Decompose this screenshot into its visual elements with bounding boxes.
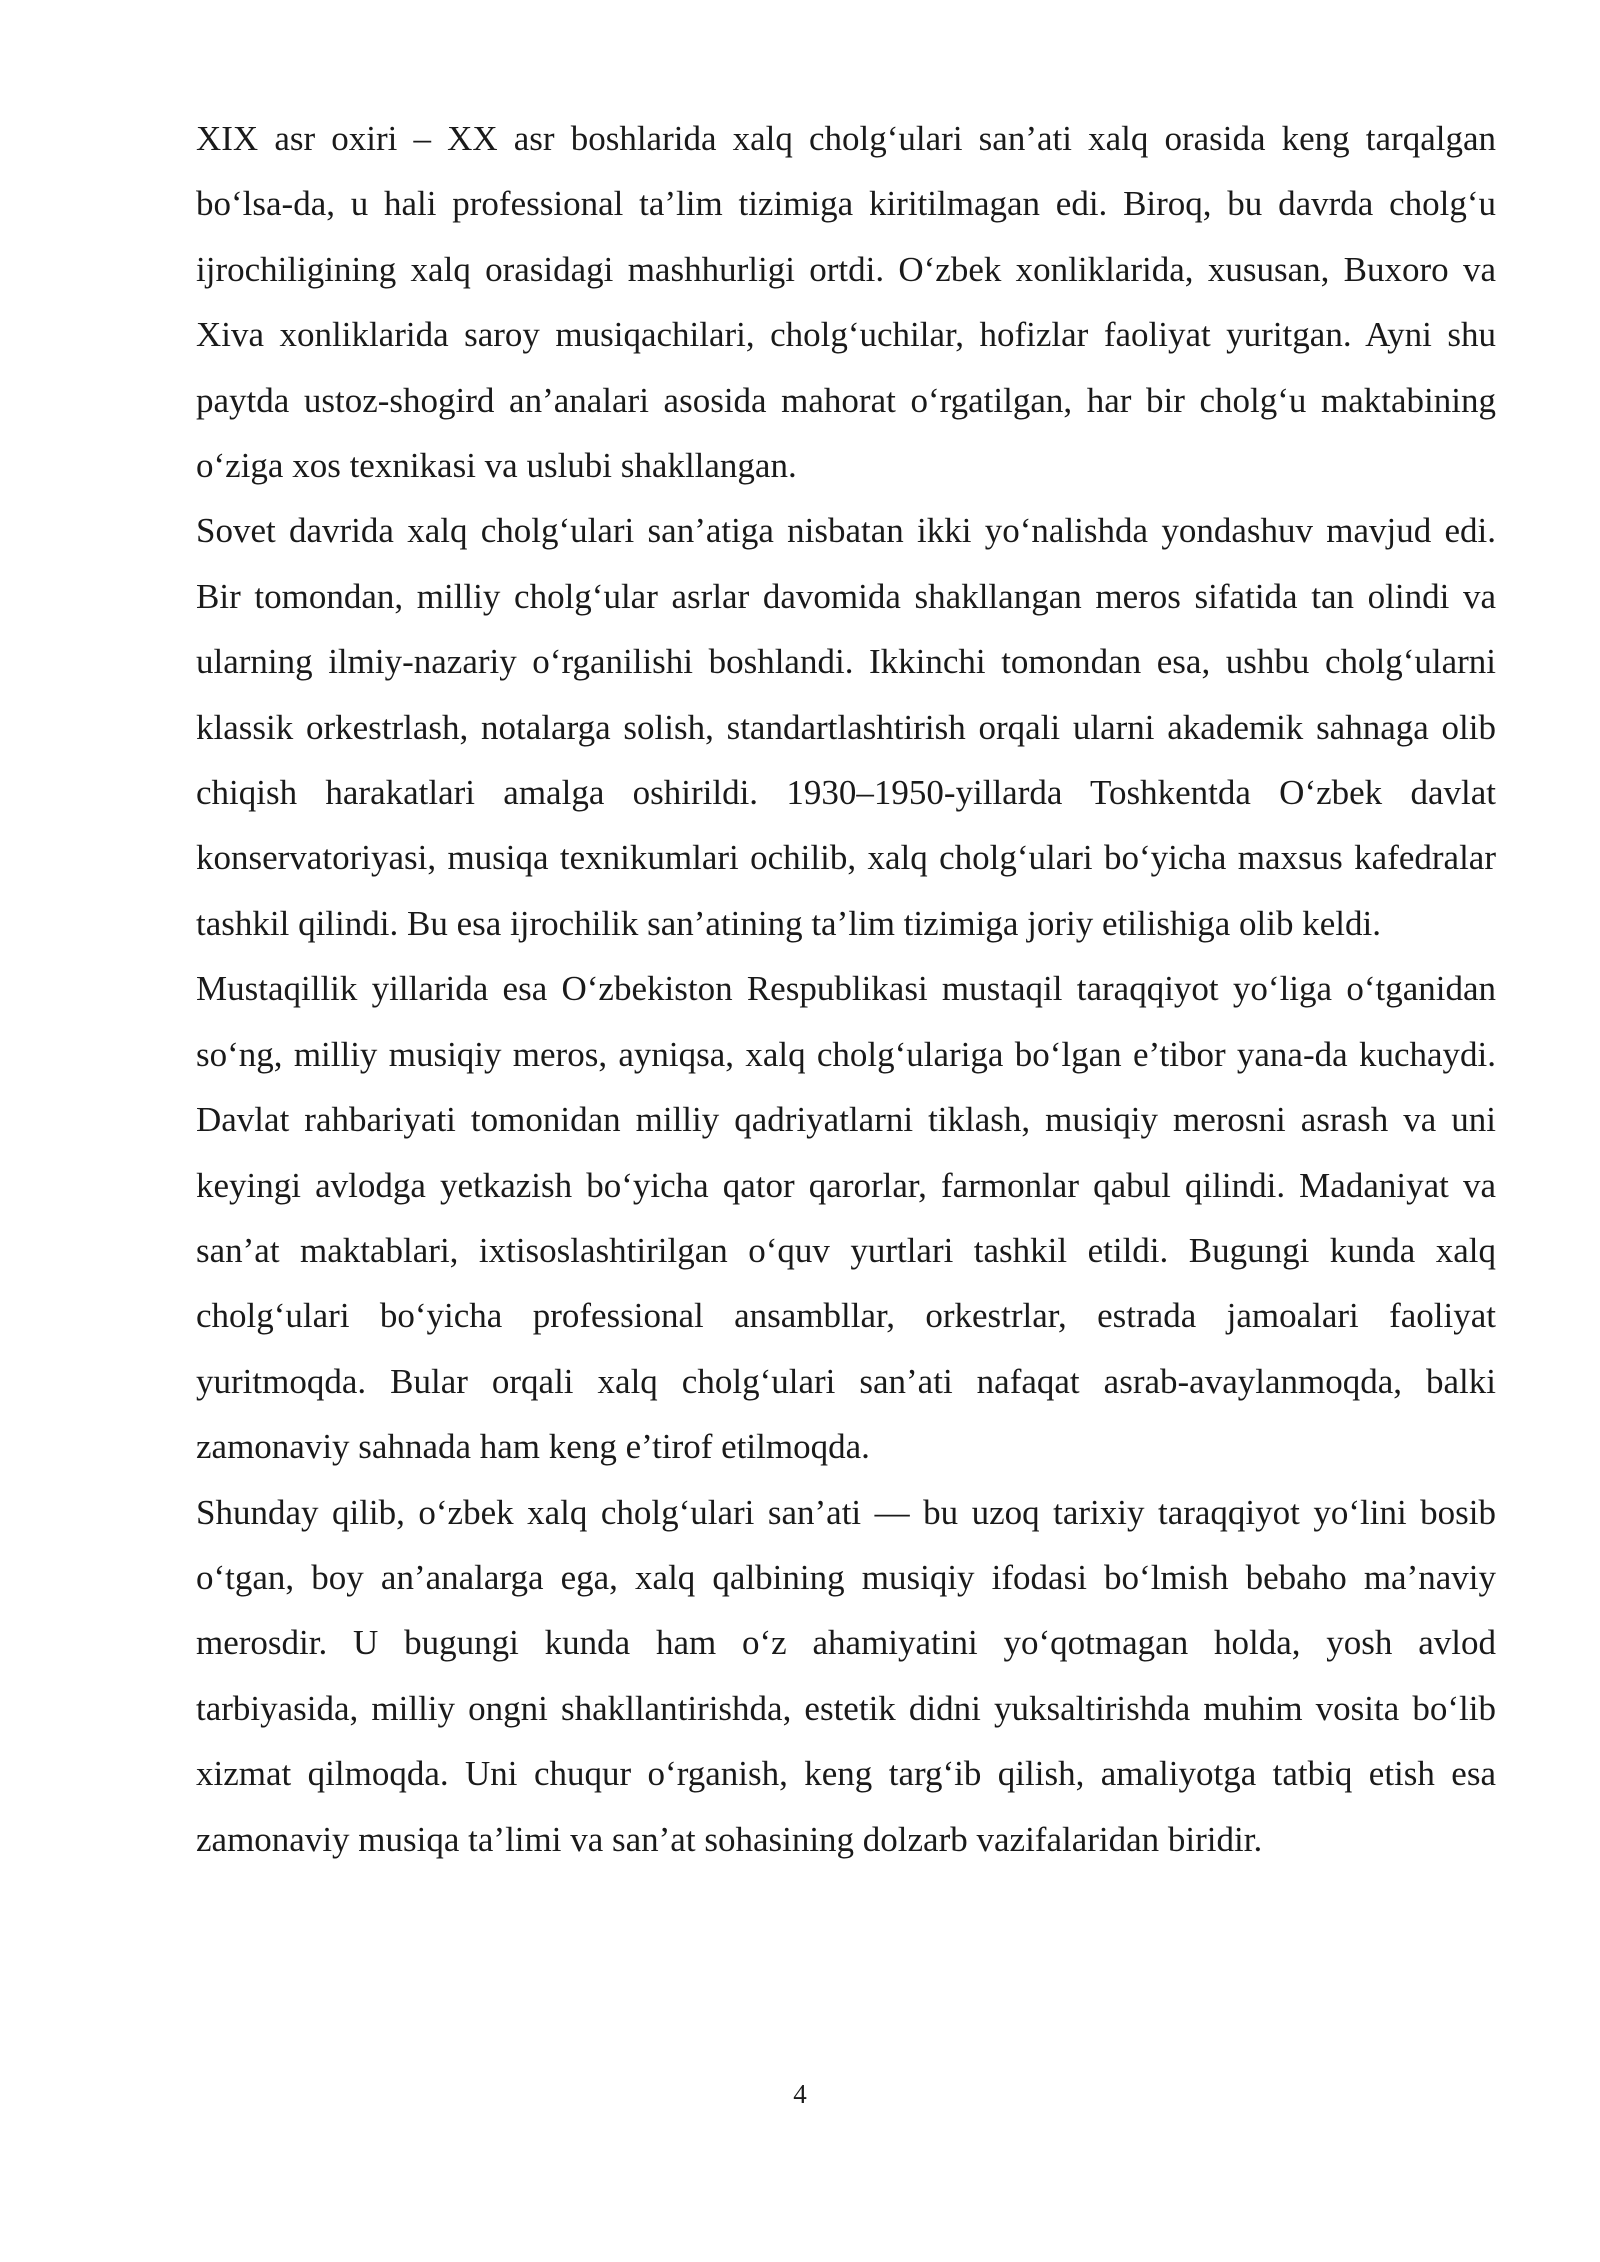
paragraph-3: Mustaqillik yillarida esa O‘zbekiston Respublikasi mustaqil taraqqiyot yo‘liga o‘tganidan so‘ng, milliy musiqiy meros, ayniqsa, xalq cholg‘ulariga bo‘lgan e’tibor yana-da kuchaydi. Davlat rahbariyati tomonidan milliy qadriyatlarni tiklash, musiqiy merosni asrash va uni keyingi avlodga yetkazish bo‘yicha qator qarorlar, farmonlar qabul qilindi. Madaniyat va san’at maktablari, ixtisoslashtirilgan o‘quv yurtlari tashkil etildi. Bugungi kunda xalq cholg‘ulari bo‘yicha professional ansambllar, orkestrlar, estrada jamoalari faoliyat yuritmoqda. Bular orqali xalq cholg‘ulari san’ati nafaqat asrab-avaylanmoqda, balki zamonaviy sahnada ham keng e’tirof etilmoqda.	[196, 969, 1496, 1467]
page-number: 4	[793, 2079, 807, 2109]
document-body	[196, 106, 1496, 1872]
paragraph-1: XIX asr oxiri – XX asr boshlarida xalq cholg‘ulari san’ati xalq orasida keng tarqalgan bo‘lsa-da, u hali professional ta’lim tizimiga kiritilmagan edi. Biroq, bu davrda cholg‘u ijrochiligining xalq orasidagi mashhurligi ortdi. O‘zbek xonliklarida, xususan, Buxoro va Xiva xonliklarida saroy musiqachilari, cholg‘uchilar, hofizlar faoliyat yuritgan. Ayni shu paytda ustoz-shogird an’analari asosida mahorat o‘rgatilgan, har bir cholg‘u maktabining o‘ziga xos texnikasi va uslubi shakllangan.	[196, 119, 1496, 486]
paragraph-2: Sovet davrida xalq cholg‘ulari san’atiga nisbatan ikki yo‘nalishda yondashuv mavjud edi. Bir tomondan, milliy cholg‘ular asrlar davomida shakllangan meros sifatida tan olindi va ularning ilmiy-nazariy o‘rganilishi boshlandi. Ikkinchi tomondan esa, ushbu cholg‘ularni klassik orkestrlash, notalarga solish, standartlashtirish orqali ularni akademik sahnaga olib chiqish harakatlari amalga oshirildi. 1930–1950-yillarda Toshkentda O‘zbek davlat konservatoriyasi, musiqa texnikumlari ochilib, xalq cholg‘ulari bo‘yicha maxsus kafedralar tashkil qilindi. Bu esa ijrochilik san’atining ta’lim tizimiga joriy etilishiga olib keldi.	[196, 511, 1496, 943]
paragraph-4: Shunday qilib, o‘zbek xalq cholg‘ulari san’ati — bu uzoq tarixiy taraqqiyot yo‘lini bosib o‘tgan, boy an’analarga ega, xalq qalbining musiqiy ifodasi bo‘lmish bebaho ma’naviy merosdir. U bugungi kunda ham o‘z ahamiyatini yo‘qotmagan holda, yosh avlod tarbiyasida, milliy ongni shakllantirishda, estetik didni yuksaltirishda muhim vosita bo‘lib xizmat qilmoqda. Uni chuqur o‘rganish, keng targ‘ib qilish, amaliyotga tatbiq etish esa zamonaviy musiqa ta’limi va san’at sohasining dolzarb vazifalaridan biridir.	[196, 1492, 1496, 1859]
